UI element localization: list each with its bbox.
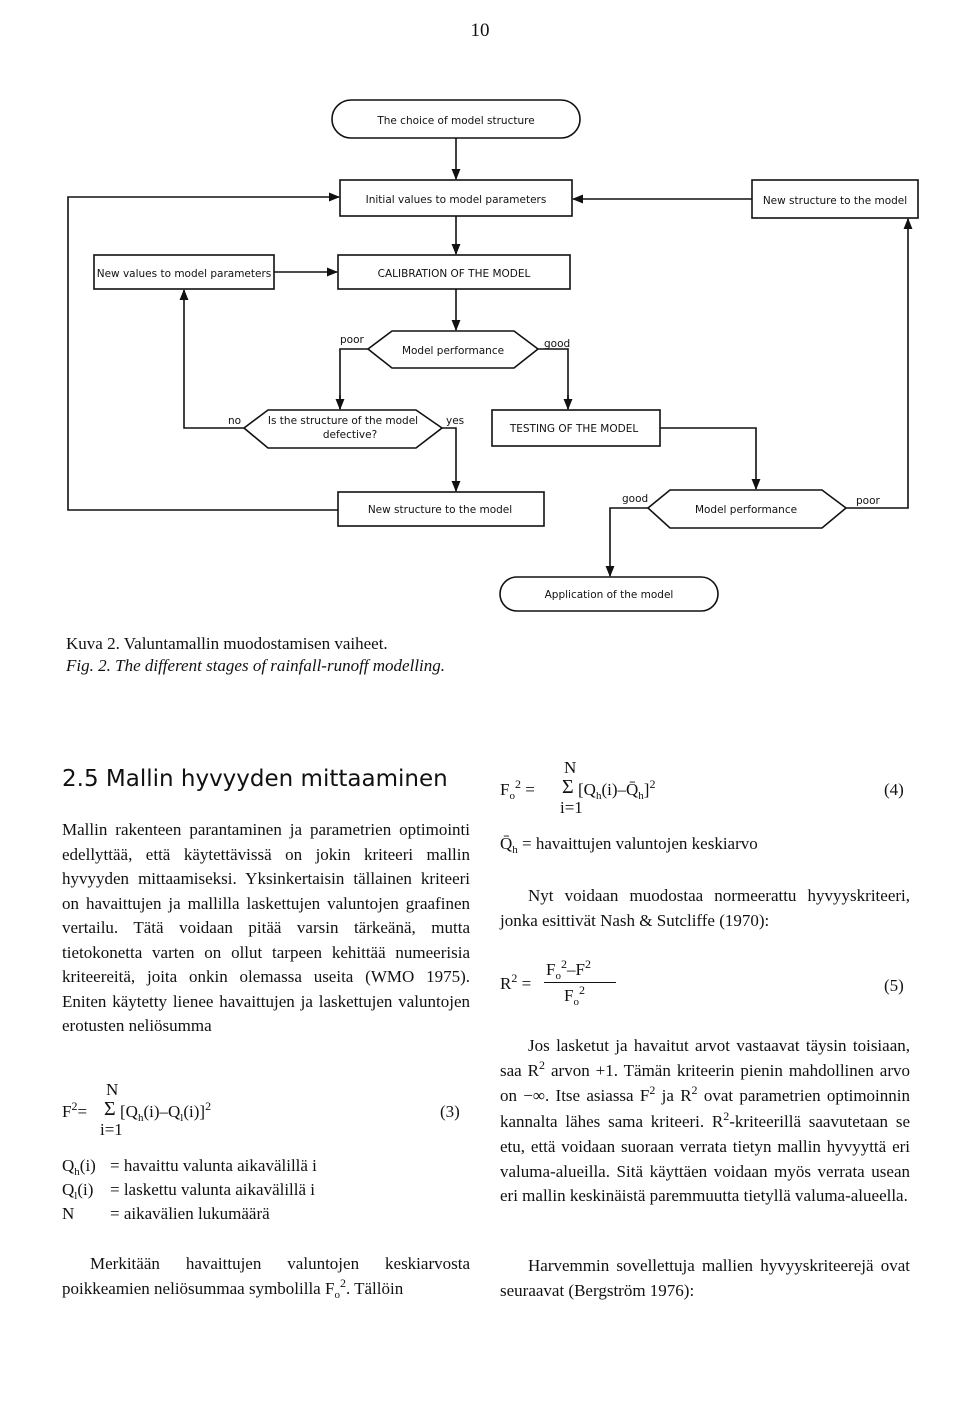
caption-en-text: The different stages of rainfall-runoff modelling. — [115, 656, 446, 675]
initial-values-label: Initial values to model parameters — [365, 194, 547, 206]
good2-label: good — [622, 493, 649, 505]
new-structure-bottom-label: New structure to the model — [367, 504, 513, 516]
defective-line1: Is the structure of the model — [267, 415, 419, 427]
paragraph-2: Merkitään havaittujen valuntojen keskiarvosta poikkeamien neliösummaa symbolilla $F_o^2$. Tällöin — [62, 1254, 470, 1301]
calibration-label: CALIBRATION OF THE MODEL — [377, 268, 531, 280]
no-label: no — [228, 415, 242, 427]
paragraph-3: Nyt voidaan muodostaa normeerattu hyvyyskriteeri, jonka esittivät Nash & Sutcliffe (1970): — [500, 886, 910, 930]
paragraph-2-text: Merkitään havaittujen valuntojen keskiarvosta poikkeamien neliösummaa symbolilla F — [62, 1254, 470, 1298]
paragraph-4-part-d: ovat parametrien optimoinnin kannalta lähes sama kriteeri. R — [500, 1086, 910, 1131]
flowchart — [0, 0, 960, 640]
equation-3: N $F^2=$ Σ $[Q_h(i)-Q_l(i)]^2$ i=1 (3) — [62, 1080, 460, 1139]
equation-4: N $F_o^2$ = Σ $[Q_h(i)-Q̄_h]^2$ i=1 (4) — [500, 758, 904, 817]
definition-symbol: N — [62, 1204, 75, 1223]
performance1-label: Model performance — [401, 345, 505, 357]
caption-fi: Kuva 2. Valuntamallin muodostamisen vaiheet. — [66, 634, 388, 653]
section-heading: 2.5 Mallin hyvyyden mittaaminen — [62, 766, 448, 792]
equation-5: $R^2$ = $F_o^2-F^2$ $F_o^2$ (5) — [500, 957, 904, 1008]
caption-en-label: Fig. 2. — [66, 656, 111, 675]
paragraph-4-part-c: ja R — [655, 1086, 692, 1105]
paragraph-4-part-e: -kriteerillä saavutetaan se etu, että voidaan suoraan verrata tietyn mallin hyvyyttä eri valuma-alueilla. Sitä käyttäen voidaan myös verrata usean eri mallin keskinäistä paremmuutta tietyllä valuma-alueella. — [500, 1111, 910, 1205]
new-structure-top-label: New structure to the model — [762, 195, 908, 207]
application-label: Application of the model — [544, 589, 674, 601]
paragraph-1: Mallin rakenteen parantaminen ja parametrien optimointi edellyttää, että käytettävissä on jokin kriteeri mallin hyvyyden mittaamiseksi. Yksinkertaisin tällainen kriteeri on havaittujen ja mallilla laskettujen valuntojen graafinen vertailu. Tätä voidaan pitää varsin tärkeänä, mutta tietokonetta varten on ollut tarpeen kehittää numeerisia kriteereitä, joita onkin olemassa useita (WMO 1975). Eniten käytetty lienee havaittujen ja laskettujen valuntojen erotusten neliösumma — [62, 820, 470, 1035]
defective-line2: defective? — [322, 429, 378, 441]
poor1-label: poor — [340, 334, 364, 346]
definition-text: = laskettu valunta aikavälillä i — [110, 1180, 316, 1199]
new-values-label: New values to model parameters — [96, 268, 272, 280]
definition-symbol: $Q_l(i)$ — [62, 1180, 94, 1202]
page-number: 10 — [470, 20, 490, 41]
qbar-symbol: $Q̄_h$ — [500, 834, 518, 856]
equation-3-number: (3) — [440, 1102, 460, 1121]
paragraph-5: Harvemmin sovellettuja mallien hyvyyskriteerejä ovat seuraavat (Bergström 1976): — [500, 1256, 910, 1300]
definitions — [62, 1156, 472, 1228]
definition-ql — [62, 1180, 472, 1204]
choice-label: The choice of model structure — [377, 115, 535, 127]
caption-en — [66, 656, 445, 676]
performance2-label: Model performance — [694, 504, 798, 516]
paragraph-2-end: . Tällöin — [345, 1278, 404, 1298]
definition-text: = aikavälien lukumäärä — [110, 1204, 270, 1223]
poor2-label: poor — [856, 495, 880, 507]
definition-n — [62, 1204, 472, 1228]
qbar-text: = havaittujen valuntojen keskiarvo — [522, 834, 758, 853]
qbar-definition — [500, 834, 912, 854]
testing-label: TESTING OF THE MODEL — [509, 423, 639, 435]
definition-symbol: $Q_h(i)$ — [62, 1156, 96, 1178]
paragraph-4-part-a: Jos lasketut ja havaitut arvot vastaavat täysin toisiaan, saa R — [500, 1036, 910, 1080]
equation-4-number: (4) — [884, 780, 904, 799]
good1-label: good — [544, 338, 571, 350]
yes-label: yes — [446, 415, 465, 427]
definition-qh — [62, 1156, 472, 1180]
paragraph-4: Jos lasketut ja havaitut arvot vastaavat täysin toisiaan, saa $R^2$ arvon +1. Tämän kriteerin pienin mahdollinen arvo on −∞. Itse asiassa $F^2$ ja $R^2$ ovat parametrien optimoinnin kannalta lähes sama kriteeri. $R^2$-kriteerillä saavutetaan se etu, että voidaan suoraan verrata tietyn mallin hyvyyttä eri valuma-alueilla. Sitä käyttäen voidaan myös verrata usean eri mallin keskinäistä paremmuutta tietyllä valuma-alueella. — [500, 1036, 910, 1205]
equation-5-number: (5) — [884, 976, 904, 995]
paragraph-4-part-b: arvon +1. Tämän kriteerin pienin mahdollinen arvo on −∞. Itse asiassa F — [500, 1060, 910, 1105]
definition-text: = havaittu valunta aikavälillä i — [110, 1156, 317, 1175]
